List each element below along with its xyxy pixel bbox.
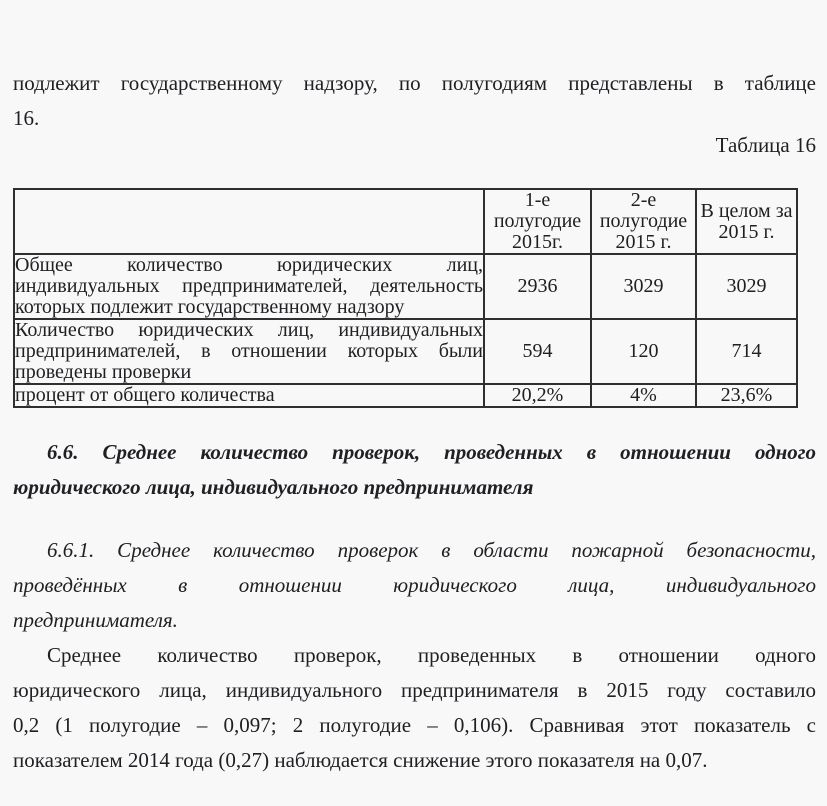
table-caption: Таблица 16 xyxy=(715,133,816,157)
intro-paragraph xyxy=(13,66,816,136)
section-heading-6-6 xyxy=(13,435,816,505)
cell-value: 3029 xyxy=(591,254,696,319)
cell-value: 120 xyxy=(591,319,696,384)
cell-value: 594 xyxy=(484,319,591,384)
cell-value: 714 xyxy=(696,319,797,384)
row-label-line: Общее количество юридических лиц, xyxy=(15,254,483,276)
header-first-half-2015: 1-е полугодие 2015г. xyxy=(484,189,591,254)
intro-line-1: подлежит государственному надзору, по полугодиям представлены в таблице xyxy=(13,71,816,95)
header-total-2015: В целом за 2015 г. xyxy=(696,189,797,254)
heading-6-6-line: юридического лица, индивидуального предпринимателя xyxy=(13,475,534,499)
header-empty-cell xyxy=(14,189,484,254)
row-label-total-entities xyxy=(14,254,484,319)
row-label-line: которых подлежит государственному надзору xyxy=(15,296,405,318)
cell-value: 20,2% xyxy=(484,384,591,407)
cell-value: 23,6% xyxy=(696,384,797,407)
body-paragraph xyxy=(13,638,816,778)
intro-line-2: 16. xyxy=(13,106,40,130)
heading-6-6-line: 6.6. Среднее количество проверок, проведенных в отношении одного xyxy=(47,440,816,464)
heading-6-6-1-line: предпринимателя. xyxy=(13,608,178,632)
row-label-percent xyxy=(14,384,484,407)
cell-value: 2936 xyxy=(484,254,591,319)
row-label-line: предпринимателей, в отношении которых были xyxy=(15,340,483,362)
header-second-half-2015: 2-е полугодие 2015 г. xyxy=(591,189,696,254)
body-line: Среднее количество проверок, проведенных в отношении одного xyxy=(47,643,816,667)
row-label-line: Количество юридических лиц, индивидуальных xyxy=(15,319,483,341)
body-line: 0,2 (1 полугодие – 0,097; 2 полугодие – 0,106). Сравнивая этот показатель с xyxy=(13,713,816,737)
table-row xyxy=(14,384,797,407)
section-heading-6-6-1 xyxy=(13,533,816,638)
table-header-row xyxy=(14,189,797,254)
row-label-line: процент от общего количества xyxy=(15,384,275,406)
body-line: юридического лица, индивидуального предпринимателя в 2015 году составило xyxy=(13,678,816,702)
heading-6-6-1-line: 6.6.1. Среднее количество проверок в области пожарной безопасности, xyxy=(47,538,816,562)
table-row xyxy=(14,254,797,319)
body-line: показателем 2014 года (0,27) наблюдается снижение этого показателя на 0,07. xyxy=(13,748,708,772)
row-label-inspected-entities xyxy=(14,319,484,384)
table-row xyxy=(14,319,797,384)
heading-6-6-1-line: проведённых в отношении юридического лица, индивидуального xyxy=(13,573,816,597)
cell-value: 4% xyxy=(591,384,696,407)
row-label-line: индивидуальных предпринимателей, деятельность xyxy=(15,275,483,297)
table-16 xyxy=(13,188,798,408)
row-label-line: проведены проверки xyxy=(15,361,192,383)
cell-value: 3029 xyxy=(696,254,797,319)
